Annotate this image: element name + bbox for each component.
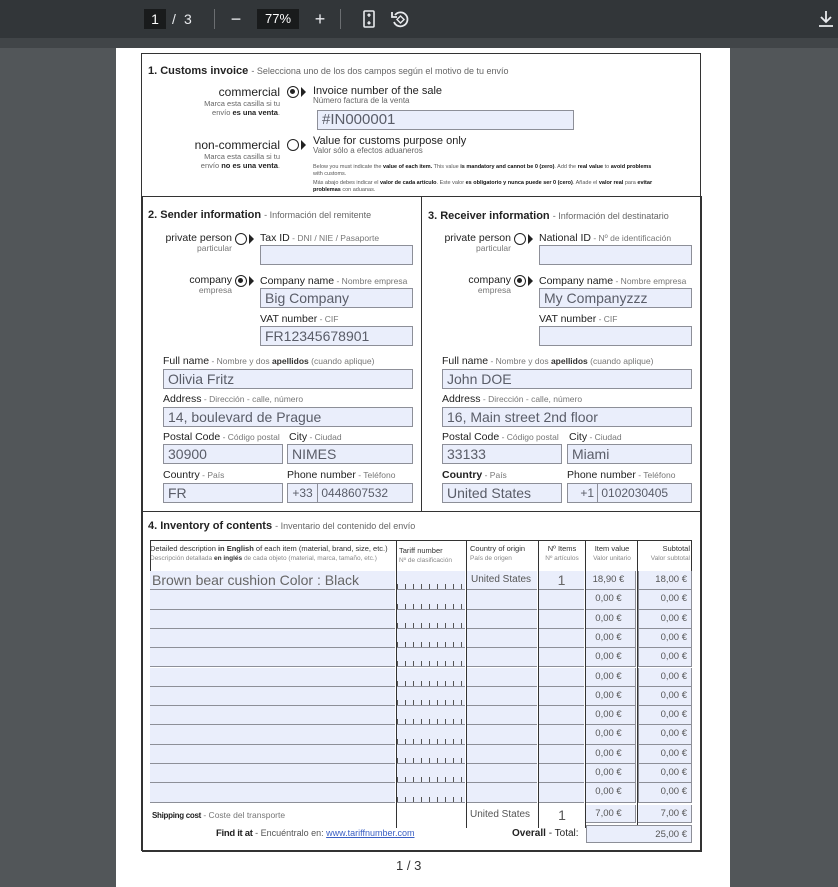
item-origin-field[interactable] bbox=[467, 629, 537, 648]
receiver-address-field[interactable]: 16, Main street 2nd floor bbox=[442, 407, 692, 427]
item-tariff-field[interactable] bbox=[397, 745, 465, 764]
customs-value-sub: Valor sólo a efectos aduaneros bbox=[313, 146, 423, 155]
item-count-field[interactable] bbox=[539, 745, 584, 764]
commercial-radio[interactable] bbox=[287, 86, 299, 98]
column-divider bbox=[396, 541, 397, 828]
item-count-field[interactable] bbox=[539, 590, 584, 609]
sender-address-label: Address - Dirección - calle, número bbox=[163, 393, 304, 405]
zoom-input[interactable]: 77% bbox=[257, 9, 299, 29]
sender-city-label: City - Ciudad bbox=[289, 431, 342, 443]
sender-private-sub: particular bbox=[197, 243, 232, 253]
receiver-company-sub: empresa bbox=[477, 285, 511, 295]
toolbar-divider bbox=[214, 9, 215, 29]
item-value-field[interactable]: 0,00 € bbox=[586, 725, 636, 744]
column-divider bbox=[585, 541, 586, 828]
item-value-field[interactable]: 0,00 € bbox=[586, 687, 636, 706]
toolbar-divider bbox=[340, 9, 341, 29]
item-tariff-field[interactable] bbox=[397, 687, 465, 706]
shipping-origin: United States bbox=[470, 809, 531, 820]
receiver-phone-label: Phone number - Teléfono bbox=[567, 469, 676, 481]
item-value-field[interactable]: 0,00 € bbox=[586, 706, 636, 725]
sender-company-sub: empresa bbox=[198, 285, 232, 295]
page-total: 3 bbox=[184, 11, 192, 27]
receiver-postal-label: Postal Code - Código postal bbox=[442, 431, 559, 443]
item-count-field[interactable] bbox=[539, 629, 584, 648]
item-description-field[interactable] bbox=[150, 687, 395, 706]
item-count-field[interactable] bbox=[539, 610, 584, 629]
item-tariff-field[interactable] bbox=[397, 629, 465, 648]
receiver-company-label: company bbox=[468, 274, 511, 286]
item-description-field[interactable] bbox=[150, 764, 395, 783]
column-divider bbox=[538, 541, 539, 828]
sender-fullname-field[interactable]: Olivia Fritz bbox=[163, 369, 413, 389]
item-tariff-field[interactable] bbox=[397, 725, 465, 744]
item-value-field[interactable]: 0,00 € bbox=[586, 629, 636, 648]
item-tariff-field[interactable] bbox=[397, 648, 465, 667]
sender-city-field[interactable]: NIMES bbox=[287, 444, 413, 464]
sender-phone-label: Phone number - Teléfono bbox=[287, 469, 396, 481]
receiver-phone-field[interactable] bbox=[567, 483, 692, 503]
tariff-number-link[interactable]: www.tariffnumber.com bbox=[326, 828, 415, 838]
item-subtotal-field[interactable]: 0,00 € bbox=[638, 648, 692, 667]
overall-total-field[interactable]: 25,00 € bbox=[586, 825, 692, 843]
section-4-title: 4. Inventory of contents - Inventario del contenido del envío bbox=[148, 520, 416, 532]
item-tariff-field[interactable] bbox=[397, 764, 465, 783]
item-tariff-field[interactable] bbox=[397, 610, 465, 629]
item-value-field[interactable]: 18,90 € bbox=[586, 571, 636, 590]
page-number-input[interactable]: 1 bbox=[144, 9, 166, 29]
item-count-field[interactable] bbox=[539, 648, 584, 667]
item-subtotal-field[interactable]: 0,00 € bbox=[638, 745, 692, 764]
sender-private-radio[interactable] bbox=[235, 233, 247, 245]
item-origin-field[interactable]: United States bbox=[467, 571, 537, 590]
column-divider bbox=[637, 541, 638, 828]
customs-form bbox=[141, 53, 701, 851]
item-subtotal-field[interactable]: 0,00 € bbox=[638, 725, 692, 744]
receiver-company-radio[interactable] bbox=[514, 275, 526, 287]
receiver-company-name-field[interactable]: My Companyzzz bbox=[539, 288, 692, 308]
item-tariff-field[interactable] bbox=[397, 590, 465, 609]
col-items-header: Nº Items Nº artículos bbox=[545, 544, 579, 562]
item-description-field[interactable] bbox=[150, 668, 395, 687]
item-origin-field[interactable] bbox=[467, 590, 537, 609]
receiver-address-label: Address - Dirección - calle, número bbox=[442, 393, 583, 405]
receiver-natid-field[interactable] bbox=[539, 245, 692, 265]
item-subtotal-field[interactable]: 0,00 € bbox=[638, 783, 692, 802]
invoice-number-field[interactable]: #IN000001 bbox=[317, 110, 574, 130]
item-origin-field[interactable] bbox=[467, 783, 537, 802]
sender-country-field[interactable]: FR bbox=[163, 483, 283, 503]
item-origin-field[interactable] bbox=[467, 668, 537, 687]
toolbar-shadow bbox=[0, 38, 838, 48]
item-tariff-field[interactable] bbox=[397, 783, 465, 802]
item-description-field[interactable] bbox=[150, 745, 395, 764]
sender-vat-label: VAT number - CIF bbox=[260, 313, 339, 325]
item-count-field[interactable] bbox=[539, 725, 584, 744]
sender-vat-field[interactable]: FR12345678901 bbox=[260, 326, 413, 346]
receiver-fullname-label: Full name - Nombre y dos apellidos (cuando aplique) bbox=[442, 355, 654, 367]
receiver-country-field[interactable]: United States bbox=[442, 483, 562, 503]
download-icon[interactable] bbox=[814, 7, 838, 31]
col-subtotal-header: Subtotal Valor subtotal bbox=[650, 544, 690, 562]
item-origin-field[interactable] bbox=[467, 706, 537, 725]
non-commercial-label: non-commercial bbox=[194, 138, 280, 152]
shipping-items: 1 bbox=[558, 807, 566, 823]
item-value-field[interactable]: 0,00 € bbox=[586, 668, 636, 687]
item-origin-field[interactable] bbox=[467, 687, 537, 706]
item-description-field[interactable] bbox=[150, 629, 395, 648]
commercial-label: commercial bbox=[218, 85, 280, 99]
item-value-field[interactable]: 0,00 € bbox=[586, 648, 636, 667]
sender-taxid-field[interactable] bbox=[260, 245, 413, 265]
item-subtotal-field[interactable]: 0,00 € bbox=[638, 610, 692, 629]
receiver-phone-number: 0102030405 bbox=[601, 486, 669, 500]
col-tariff-header: Tariff number Nº de clasificación bbox=[399, 546, 452, 564]
item-description-field[interactable] bbox=[150, 648, 395, 667]
col-origin-header: Country of origin País de origen bbox=[470, 544, 526, 562]
overall-total-label: Overall - Total: bbox=[512, 828, 579, 839]
item-subtotal-field[interactable]: 0,00 € bbox=[638, 668, 692, 687]
table-header-frame bbox=[150, 540, 692, 571]
item-subtotal-field[interactable]: 0,00 € bbox=[638, 590, 692, 609]
item-count-field[interactable] bbox=[539, 706, 584, 725]
shipping-subtotal-field[interactable]: 7,00 € bbox=[638, 805, 692, 823]
page-separator: / bbox=[172, 11, 176, 27]
item-subtotal-field[interactable]: 0,00 € bbox=[638, 629, 692, 648]
receiver-country-label: Country - País bbox=[442, 469, 507, 481]
invoice-number-label: Invoice number of the sale bbox=[313, 85, 443, 97]
receiver-fullname-field[interactable]: John DOE bbox=[442, 369, 692, 389]
col-description-header: Detailed description in English of each item (material, brand, size, etc.) Descripción detallada en inglés de cada objeto (material, marca, tamaño, etc.) bbox=[150, 544, 388, 562]
sender-postal-label: Postal Code - Código postal bbox=[163, 431, 280, 443]
sender-company-name-label: Company name - Nombre empresa bbox=[260, 275, 408, 287]
arrow-right-icon bbox=[301, 87, 306, 97]
item-value-field[interactable]: 0,00 € bbox=[586, 783, 636, 802]
find-it-label: Find it at - Encuéntralo en: www.tariffnumber.com bbox=[216, 828, 415, 839]
customs-note-es: Más abajo debes indicar el valor de cada artículo. Este valor es obligatorio y nunca puede ser 0 (cero). Añade el valor real para evitar problemas con aduanas. bbox=[313, 180, 653, 193]
fit-page-icon[interactable] bbox=[357, 7, 381, 31]
item-subtotal-field[interactable]: 18,00 € bbox=[638, 571, 692, 590]
customs-value-label: Value for customs purpose only bbox=[313, 135, 467, 147]
shipping-cost-label: Shipping cost - Coste del transporte bbox=[152, 810, 286, 820]
sender-phone-number: 0448607532 bbox=[321, 486, 389, 500]
item-count-field[interactable] bbox=[539, 783, 584, 802]
shipping-value-field[interactable]: 7,00 € bbox=[586, 805, 636, 823]
sender-postal-field[interactable]: 30900 bbox=[163, 444, 283, 464]
item-description-field[interactable] bbox=[150, 725, 395, 744]
sender-company-label: company bbox=[189, 274, 232, 286]
item-subtotal-field[interactable]: 0,00 € bbox=[638, 687, 692, 706]
item-value-field[interactable]: 0,00 € bbox=[586, 764, 636, 783]
arrow-right-icon bbox=[249, 234, 254, 244]
customs-note-en: Below you must indicate the value of each item. This value is mandatory and cannot be 0 (zero). Add the real value to avoid problems with customs. bbox=[313, 164, 652, 177]
item-value-field[interactable]: 0,00 € bbox=[586, 590, 636, 609]
item-tariff-field[interactable] bbox=[397, 571, 465, 590]
sender-address-field[interactable]: 14, boulevard de Prague bbox=[163, 407, 413, 427]
item-subtotal-field[interactable]: 0,00 € bbox=[638, 764, 692, 783]
item-value-field[interactable]: 0,00 € bbox=[586, 610, 636, 629]
receiver-company-name-label: Company name - Nombre empresa bbox=[539, 275, 687, 287]
item-description-field[interactable] bbox=[150, 783, 395, 802]
section-1-title: 1. Customs invoice - Selecciona uno de los dos campos según el motivo de tu envío bbox=[148, 65, 509, 77]
sender-fullname-label: Full name - Nombre y dos apellidos (cuando aplique) bbox=[163, 355, 375, 367]
receiver-vat-label: VAT number - CIF bbox=[539, 313, 618, 325]
non-commercial-radio[interactable] bbox=[287, 139, 299, 151]
invoice-number-sub: Número factura de la venta bbox=[313, 96, 410, 105]
section-2-title: 2. Sender information - Información del remitente bbox=[148, 209, 372, 221]
pdf-toolbar bbox=[0, 0, 838, 38]
zoom-out-button[interactable]: − bbox=[230, 9, 242, 29]
rotate-icon[interactable] bbox=[388, 7, 412, 31]
receiver-private-sub: particular bbox=[476, 243, 511, 253]
item-count-field[interactable] bbox=[539, 764, 584, 783]
item-tariff-field[interactable] bbox=[397, 706, 465, 725]
item-value-field[interactable]: 0,00 € bbox=[586, 745, 636, 764]
sender-phone-prefix: +33 bbox=[288, 484, 318, 502]
item-origin-field[interactable] bbox=[467, 725, 537, 744]
item-origin-field[interactable] bbox=[467, 610, 537, 629]
arrow-right-icon bbox=[528, 276, 533, 286]
item-description-field[interactable] bbox=[150, 706, 395, 725]
arrow-right-icon bbox=[528, 234, 533, 244]
item-tariff-field[interactable] bbox=[397, 668, 465, 687]
arrow-right-icon bbox=[301, 140, 306, 150]
item-count-field[interactable]: 1 bbox=[539, 571, 584, 590]
item-subtotal-field[interactable]: 0,00 € bbox=[638, 706, 692, 725]
item-count-field[interactable] bbox=[539, 668, 584, 687]
sender-company-name-field[interactable]: Big Company bbox=[260, 288, 413, 308]
receiver-postal-field[interactable]: 33133 bbox=[442, 444, 562, 464]
arrow-right-icon bbox=[249, 276, 254, 286]
item-count-field[interactable] bbox=[539, 687, 584, 706]
item-description-field[interactable]: Brown bear cushion Color : Black bbox=[150, 571, 395, 590]
item-description-field[interactable] bbox=[150, 590, 395, 609]
receiver-natid-label: National ID - Nº de identificación bbox=[539, 232, 672, 244]
item-origin-field[interactable] bbox=[467, 648, 537, 667]
section-3-title: 3. Receiver information - Información del destinatario bbox=[428, 210, 669, 222]
receiver-city-field[interactable]: Miami bbox=[567, 444, 692, 464]
commercial-hint: Marca esta casilla si tu envío es una venta. bbox=[204, 99, 280, 117]
column-divider bbox=[466, 541, 467, 828]
zoom-in-button[interactable]: + bbox=[314, 9, 326, 29]
sender-phone-field[interactable] bbox=[287, 483, 413, 503]
page-footer-number: 1 / 3 bbox=[396, 858, 422, 873]
receiver-private-label: private person bbox=[444, 232, 511, 244]
sender-taxid-label: Tax ID - DNI / NIE / Pasaporte bbox=[260, 232, 380, 244]
non-commercial-hint: Marca esta casilla si tu envío no es una venta. bbox=[200, 152, 280, 170]
receiver-private-radio[interactable] bbox=[514, 233, 526, 245]
col-value-header: Item value Valor unitario bbox=[593, 544, 631, 562]
item-origin-field[interactable] bbox=[467, 764, 537, 783]
sender-private-label: private person bbox=[165, 232, 232, 244]
receiver-city-label: City - Ciudad bbox=[569, 431, 622, 443]
item-description-field[interactable] bbox=[150, 610, 395, 629]
receiver-phone-prefix: +1 bbox=[568, 484, 598, 502]
sender-country-label: Country - País bbox=[163, 469, 225, 481]
sender-company-radio[interactable] bbox=[235, 275, 247, 287]
receiver-vat-field[interactable] bbox=[539, 326, 692, 346]
item-origin-field[interactable] bbox=[467, 745, 537, 764]
